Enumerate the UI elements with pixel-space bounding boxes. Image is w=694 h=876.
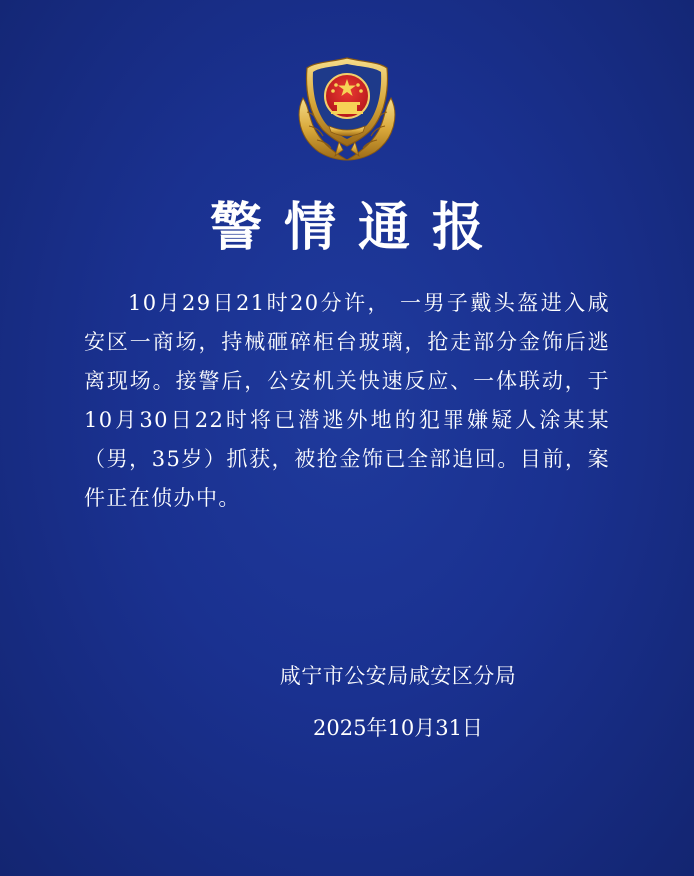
police-emblem-icon	[289, 54, 405, 166]
notice-title: 警情通报	[209, 198, 506, 258]
issuer-signature: 咸宁市公安局咸安区分局	[279, 664, 517, 688]
notice-body: 10月29日21时20分许， 一男子戴头盔进入咸安区一商场，持械砸碎柜台玻璃，抢走部分金饰后逃离现场。接警后，公安机关快速反应、一体联动，于10月30日22时将已潜逃外地的犯罪嫌疑人涂某某（男，35岁）抓获，被抢金饰已全部追回。目前，案件正在侦办中。	[84, 291, 610, 510]
issue-date: 2025年10月31日	[313, 716, 483, 740]
